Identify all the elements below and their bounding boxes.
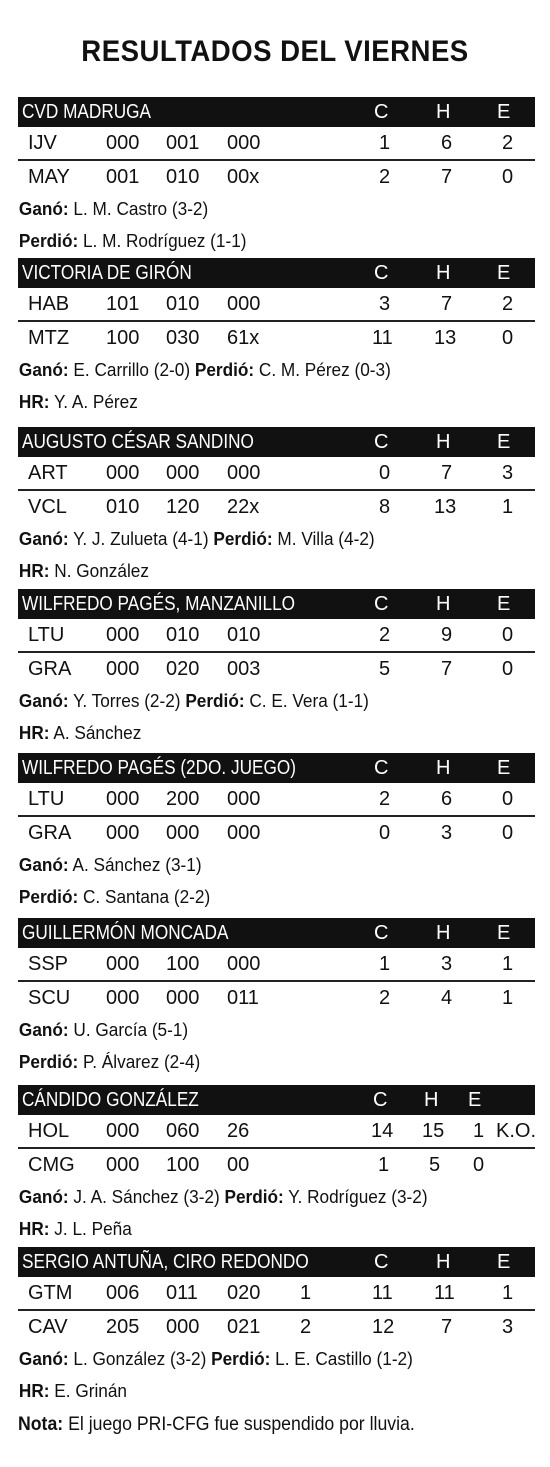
innings-group: 001 xyxy=(106,166,140,188)
score-note: K.O. xyxy=(496,1120,537,1142)
pitcher-label: Ganó: xyxy=(18,359,69,380)
pitcher-line xyxy=(18,523,499,555)
innings-group: 000 xyxy=(166,462,200,484)
col-header-e: E xyxy=(497,431,511,453)
col-header-h: H xyxy=(436,922,451,944)
score-h: 4 xyxy=(441,987,453,1009)
score-row xyxy=(18,127,535,161)
team-abbr: GRA xyxy=(28,822,72,844)
innings-group: 000 xyxy=(106,822,140,844)
pitcher-text: N. González xyxy=(49,560,149,581)
team-abbr: MAY xyxy=(28,166,70,188)
score-c: 12 xyxy=(372,1316,395,1338)
innings-group: 003 xyxy=(227,658,261,680)
pitcher-label: Ganó: xyxy=(18,854,69,875)
pitcher-label: Perdió: xyxy=(18,1051,79,1072)
score-h: 7 xyxy=(441,293,453,315)
innings-group: 100 xyxy=(166,953,200,975)
pitcher-label: HR: xyxy=(18,560,50,581)
score-c: 1 xyxy=(378,1154,390,1176)
game-header xyxy=(18,97,535,127)
innings-group: 205 xyxy=(106,1316,140,1338)
score-row xyxy=(18,457,535,491)
pitcher-text: L. M. Rodríguez (1-1) xyxy=(78,230,247,251)
innings-group: 006 xyxy=(106,1282,140,1304)
pitcher-line xyxy=(18,1046,499,1078)
score-row xyxy=(18,322,535,354)
score-row xyxy=(18,948,535,982)
score-e: 0 xyxy=(502,658,514,680)
score-row xyxy=(18,288,535,322)
score-h: 13 xyxy=(434,327,457,349)
game-block xyxy=(18,1247,535,1407)
pitcher-label: Ganó: xyxy=(18,1348,69,1369)
col-header-e: E xyxy=(497,593,511,615)
game-header xyxy=(18,918,535,948)
pitcher-line xyxy=(18,1213,499,1245)
team-abbr: SSP xyxy=(28,953,69,975)
pitcher-label: Perdió: xyxy=(224,1186,284,1207)
innings-group: 010 xyxy=(106,496,140,518)
score-c: 5 xyxy=(379,658,391,680)
pitcher-text: U. García (5-1) xyxy=(68,1019,189,1040)
innings-group: 000 xyxy=(227,788,261,810)
innings-group: 001 xyxy=(166,132,200,154)
innings-group: 00 xyxy=(227,1154,250,1176)
pitcher-label: Ganó: xyxy=(18,1019,69,1040)
pitcher-line xyxy=(18,225,499,257)
score-h: 3 xyxy=(441,953,453,975)
venue-name: GUILLERMÓN MONCADA xyxy=(22,922,229,944)
col-header-e: E xyxy=(497,922,511,944)
score-e: 0 xyxy=(473,1154,485,1176)
pitcher-label: Perdió: xyxy=(211,1348,271,1369)
pitcher-text: P. Álvarez (2-4) xyxy=(78,1051,201,1072)
score-row xyxy=(18,817,535,849)
venue-name: WILFREDO PAGÉS, MANZANILLO xyxy=(22,593,296,615)
innings-group: 000 xyxy=(106,624,140,646)
innings-group: 120 xyxy=(166,496,200,518)
score-h: 7 xyxy=(441,462,453,484)
score-row xyxy=(18,161,535,193)
innings-group: 020 xyxy=(166,658,200,680)
col-header-h: H xyxy=(436,101,451,123)
pitcher-line xyxy=(18,881,499,913)
col-header-c: C xyxy=(374,431,389,453)
innings-group: 000 xyxy=(106,987,140,1009)
team-abbr: CAV xyxy=(28,1316,68,1338)
innings-group: 011 xyxy=(166,1282,198,1304)
score-e: 0 xyxy=(502,822,514,844)
col-header-e: E xyxy=(468,1089,482,1111)
score-c: 2 xyxy=(379,788,391,810)
pitcher-line xyxy=(18,1375,499,1407)
score-h: 3 xyxy=(441,822,453,844)
innings-group: 000 xyxy=(106,953,140,975)
col-header-e: E xyxy=(497,757,511,779)
innings-group: 100 xyxy=(106,327,140,349)
score-row xyxy=(18,1115,535,1149)
col-header-c: C xyxy=(374,1251,389,1273)
innings-group: 22x xyxy=(227,496,260,518)
score-row xyxy=(18,653,535,685)
pitcher-text: M. Villa (4-2) xyxy=(272,528,375,549)
col-header-e: E xyxy=(497,1251,511,1273)
innings-group: 000 xyxy=(106,1154,140,1176)
pitcher-text: A. Sánchez (3-1) xyxy=(68,854,202,875)
score-e: 0 xyxy=(502,624,514,646)
col-header-h: H xyxy=(436,262,451,284)
score-c: 14 xyxy=(371,1120,394,1142)
score-e: 1 xyxy=(502,987,514,1009)
score-row xyxy=(18,491,535,523)
score-row xyxy=(18,1277,535,1311)
col-header-h: H xyxy=(436,757,451,779)
pitcher-line xyxy=(18,386,499,418)
pitcher-text: J. A. Sánchez (3-2) xyxy=(68,1186,225,1207)
game-block xyxy=(18,918,535,1078)
pitcher-text: C. M. Pérez (0-3) xyxy=(254,359,391,380)
pitcher-label: Perdió: xyxy=(18,886,79,907)
pitcher-text: Y. A. Pérez xyxy=(49,391,138,412)
innings-group: 200 xyxy=(166,788,200,810)
team-abbr: ART xyxy=(28,462,68,484)
col-header-e: E xyxy=(497,101,511,123)
score-c: 2 xyxy=(379,624,391,646)
score-e: 1 xyxy=(502,953,514,975)
innings-group: 010 xyxy=(166,166,200,188)
score-e: 1 xyxy=(473,1120,485,1142)
game-header xyxy=(18,1085,535,1115)
col-header-h: H xyxy=(436,431,451,453)
innings-group: 1 xyxy=(300,1282,312,1304)
innings-group: 060 xyxy=(166,1120,200,1142)
pitcher-line xyxy=(18,1014,499,1046)
pitcher-line xyxy=(18,849,499,881)
team-abbr: IJV xyxy=(28,132,57,154)
innings-group: 000 xyxy=(227,822,261,844)
venue-name: WILFREDO PAGÉS (2DO. JUEGO) xyxy=(22,757,296,779)
score-row xyxy=(18,982,535,1014)
score-c: 3 xyxy=(379,293,391,315)
innings-group: 020 xyxy=(227,1282,261,1304)
game-block xyxy=(18,1085,535,1245)
score-h: 5 xyxy=(429,1154,441,1176)
footnote-text: El juego PRI-CFG fue suspendido por lluvia. xyxy=(63,1414,415,1435)
pitcher-label: HR: xyxy=(18,722,50,743)
venue-name: CÁNDIDO GONZÁLEZ xyxy=(22,1089,199,1111)
pitcher-line xyxy=(18,354,499,386)
innings-group: 000 xyxy=(227,132,261,154)
score-c: 8 xyxy=(379,496,391,518)
game-block xyxy=(18,258,535,418)
innings-group: 000 xyxy=(166,822,200,844)
pitcher-label: Ganó: xyxy=(18,528,69,549)
col-header-c: C xyxy=(374,593,389,615)
pitcher-text: Y. Rodríguez (3-2) xyxy=(283,1186,428,1207)
innings-group: 00x xyxy=(227,166,260,188)
pitcher-label: Perdió: xyxy=(185,690,245,711)
col-header-h: H xyxy=(436,1251,451,1273)
innings-group: 021 xyxy=(227,1316,261,1338)
page-title: RESULTADOS DEL VIERNES xyxy=(81,35,469,68)
innings-group: 26 xyxy=(227,1120,250,1142)
innings-group: 000 xyxy=(227,293,261,315)
pitcher-text: E. Carrillo (2-0) xyxy=(68,359,195,380)
game-header xyxy=(18,753,535,783)
pitcher-text: L. González (3-2) xyxy=(68,1348,212,1369)
team-abbr: LTU xyxy=(28,624,65,646)
innings-group: 100 xyxy=(166,1154,200,1176)
venue-name: AUGUSTO CÉSAR SANDINO xyxy=(22,431,254,453)
pitcher-text: L. M. Castro (3-2) xyxy=(68,198,209,219)
score-h: 7 xyxy=(441,166,453,188)
pitcher-text: L. E. Castillo (1-2) xyxy=(270,1348,413,1369)
game-header xyxy=(18,427,535,457)
innings-group: 000 xyxy=(106,1120,140,1142)
pitcher-text: J. L. Peña xyxy=(49,1218,132,1239)
innings-group: 61x xyxy=(227,327,260,349)
innings-group: 030 xyxy=(166,327,200,349)
pitcher-label: HR: xyxy=(18,1380,50,1401)
team-abbr: MTZ xyxy=(28,327,70,349)
innings-group: 011 xyxy=(227,987,259,1009)
score-h: 15 xyxy=(422,1120,445,1142)
score-h: 6 xyxy=(441,788,453,810)
pitcher-line xyxy=(18,685,499,717)
score-c: 1 xyxy=(379,953,391,975)
pitcher-line xyxy=(18,717,499,749)
innings-group: 2 xyxy=(300,1316,312,1338)
innings-group: 000 xyxy=(106,132,140,154)
score-c: 1 xyxy=(379,132,391,154)
footnote-label: Nota: xyxy=(18,1414,64,1435)
game-header xyxy=(18,258,535,288)
pitcher-label: Ganó: xyxy=(18,1186,69,1207)
col-header-c: C xyxy=(374,922,389,944)
venue-name: CVD MADRUGA xyxy=(22,101,152,123)
score-e: 0 xyxy=(502,327,514,349)
pitcher-label: HR: xyxy=(18,391,50,412)
score-c: 11 xyxy=(372,1282,393,1304)
col-header-h: H xyxy=(436,593,451,615)
innings-group: 000 xyxy=(227,462,261,484)
score-e: 2 xyxy=(502,293,514,315)
pitcher-label: Perdió: xyxy=(194,359,255,380)
score-e: 1 xyxy=(502,496,514,518)
team-abbr: CMG xyxy=(28,1154,75,1176)
innings-group: 000 xyxy=(166,1316,200,1338)
score-e: 2 xyxy=(502,132,514,154)
pitcher-line xyxy=(18,1343,499,1375)
innings-group: 101 xyxy=(106,293,140,315)
score-c: 11 xyxy=(372,327,393,349)
score-h: 7 xyxy=(441,1316,453,1338)
pitcher-line xyxy=(18,555,499,587)
pitcher-label: Ganó: xyxy=(18,690,69,711)
score-c: 2 xyxy=(379,987,391,1009)
score-e: 3 xyxy=(502,462,514,484)
pitcher-label: Perdió: xyxy=(18,230,79,251)
innings-group: 010 xyxy=(227,624,261,646)
team-abbr: LTU xyxy=(28,788,65,810)
game-block xyxy=(18,427,535,587)
team-abbr: SCU xyxy=(28,987,71,1009)
col-header-h: H xyxy=(424,1089,439,1111)
pitcher-text: Y. Torres (2-2) xyxy=(68,690,186,711)
score-row xyxy=(18,619,535,653)
venue-name: VICTORIA DE GIRÓN xyxy=(22,262,192,284)
innings-group: 010 xyxy=(166,293,200,315)
team-abbr: VCL xyxy=(28,496,67,518)
col-header-c: C xyxy=(373,1089,388,1111)
game-header xyxy=(18,1247,535,1277)
score-h: 11 xyxy=(434,1282,455,1304)
score-h: 7 xyxy=(441,658,453,680)
pitcher-text: A. Sánchez xyxy=(49,722,142,743)
venue-name: SERGIO ANTUÑA, CIRO REDONDO xyxy=(22,1251,309,1273)
score-row xyxy=(18,1311,535,1343)
col-header-c: C xyxy=(374,262,389,284)
score-c: 0 xyxy=(379,462,391,484)
score-row xyxy=(18,1149,535,1181)
pitcher-label: HR: xyxy=(18,1218,50,1239)
innings-group: 000 xyxy=(106,658,140,680)
pitcher-text: C. Santana (2-2) xyxy=(78,886,211,907)
team-abbr: GTM xyxy=(28,1282,73,1304)
score-e: 1 xyxy=(502,1282,514,1304)
team-abbr: HOL xyxy=(28,1120,70,1142)
team-abbr: GRA xyxy=(28,658,72,680)
score-c: 0 xyxy=(379,822,391,844)
pitcher-label: Perdió: xyxy=(213,528,273,549)
innings-group: 000 xyxy=(227,953,261,975)
team-abbr: HAB xyxy=(28,293,70,315)
innings-group: 000 xyxy=(106,788,140,810)
pitcher-text: Y. J. Zulueta (4-1) xyxy=(68,528,214,549)
game-header xyxy=(18,589,535,619)
score-e: 0 xyxy=(502,166,514,188)
pitcher-line xyxy=(18,1181,499,1213)
pitcher-line xyxy=(18,193,499,225)
pitcher-text: E. Grinán xyxy=(49,1380,127,1401)
col-header-c: C xyxy=(374,101,389,123)
pitcher-label: Ganó: xyxy=(18,198,69,219)
score-h: 13 xyxy=(434,496,457,518)
innings-group: 010 xyxy=(166,624,200,646)
footnote xyxy=(18,1414,415,1436)
score-e: 3 xyxy=(502,1316,514,1338)
innings-group: 000 xyxy=(166,987,200,1009)
score-c: 2 xyxy=(379,166,391,188)
game-block xyxy=(18,97,535,257)
score-e: 0 xyxy=(502,788,514,810)
innings-group: 000 xyxy=(106,462,140,484)
game-block xyxy=(18,589,535,749)
game-block xyxy=(18,753,535,913)
score-h: 9 xyxy=(441,624,453,646)
col-header-e: E xyxy=(497,262,511,284)
score-row xyxy=(18,783,535,817)
score-h: 6 xyxy=(441,132,453,154)
pitcher-text: C. E. Vera (1-1) xyxy=(244,690,369,711)
col-header-c: C xyxy=(374,757,389,779)
